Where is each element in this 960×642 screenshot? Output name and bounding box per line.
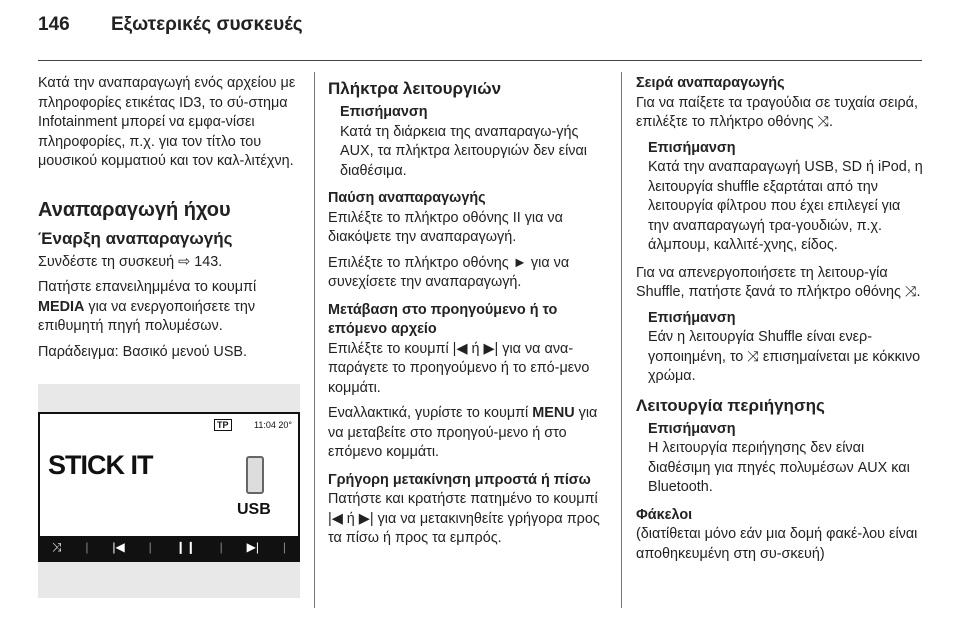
note-text: Κατά τη διάρκεια της αναπαραγω-γής AUX, τα πλήκτρα λειτουργιών δεν είναι διαθέσιμα. — [340, 123, 588, 179]
note — [636, 309, 924, 387]
paragraph: Παράδειγμα: Βασικό μενού USB. — [38, 343, 248, 360]
note-text: Η λειτουργία περιήγησης δεν είναι διαθέσιμη για πηγές πολυμέσων AUX και Bluetooth. — [648, 440, 910, 495]
shuffle-icon[interactable]: ⤨ — [51, 540, 62, 555]
paragraph: Επιλέξτε το πλήκτρο οθόνης II για να διακόψετε την αναπαραγωγή. — [328, 209, 563, 245]
note-text: Εάν η λειτουργία Shuffle είναι ενερ-γοποιημένη, το ⤨ επισημαίνεται με κόκκινο χρώμα. — [648, 329, 921, 384]
paragraph: (διατίθεται μόνο εάν μια δομή φακέ-λου είναι αποθηκευμένη στη συ-σκευή) — [636, 526, 918, 562]
paragraph: Πατήστε και κρατήστε πατημένο το κουμπί |◀ ή ▶| για να μετακινηθείτε γρήγορα προς τα πίσω ή προς τα εμπρός. — [328, 491, 600, 546]
divider: | — [282, 540, 286, 555]
source-label: USB — [237, 501, 271, 518]
page-title: Εξωτερικές συσκευές — [110, 14, 303, 35]
subheading: Γρήγορη μετακίνηση μπροστά ή πίσω — [328, 471, 591, 488]
subheading: Φάκελοι — [636, 506, 693, 523]
control-bar — [40, 536, 298, 560]
divider: | — [219, 540, 223, 555]
section-heading: Λειτουργία περιήγησης — [636, 395, 825, 415]
text: για να ενεργοποιήσετε την επιθυμητή πηγή πολυμέσων. — [38, 298, 256, 334]
display — [38, 412, 300, 562]
previous-icon[interactable]: |◀ — [112, 540, 125, 555]
section-heading: Πλήκτρα λειτουργιών — [328, 79, 502, 98]
paragraph: Για να απενεργοποιήσετε τη λειτουρ-γία Shuffle, πατήστε ξανά το πλήκτρο οθόνης ⤨. — [636, 264, 921, 300]
intro-paragraph: Κατά την αναπαραγωγή ενός αρχείου με πληροφορίες ετικέτας ID3, το σύ-στημα Infotainment μπορεί να εμφα-νίσει πληροφορίες, π.χ. για τον τίτλο του μουσικού κομματιού και τον καλ-λιτέχνη. — [38, 75, 296, 169]
column-1 — [38, 74, 300, 598]
pause-icon[interactable]: ❙❙ — [175, 540, 196, 555]
note-title: Επισήμανση — [340, 104, 428, 120]
note-text: Κατά την αναπαραγωγή USB, SD ή iPod, η λειτουργία shuffle εξαρτάται από την λειτουργία φίλτρου που έχει επιλεγεί για την αναπαραγωγή τρα-γουδιών, π.χ. άλμπουμ, καλλιτέ-χνης, είδος. — [648, 159, 923, 253]
header-rule — [38, 60, 922, 61]
page-header — [38, 14, 303, 36]
status-bar — [42, 416, 296, 432]
next-icon[interactable]: ▶| — [246, 540, 259, 555]
paragraph: Για να παίξετε τα τραγούδια σε τυχαία σειρά, επιλέξτε το πλήκτρο οθόνης ⤨. — [636, 94, 918, 130]
section-heading: Αναπαραγωγή ήχου — [38, 198, 231, 221]
paragraph — [328, 404, 604, 463]
column-divider — [621, 72, 622, 608]
paragraph — [38, 278, 300, 337]
divider: | — [85, 540, 89, 555]
subheading: Μετάβαση στο προηγούμενο ή το επόμενο αρχείο — [328, 301, 558, 337]
paragraph: Επιλέξτε το πλήκτρο οθόνης ► για να συνεχίσετε την αναπαραγωγή. — [328, 254, 570, 290]
note-title: Επισήμανση — [648, 139, 736, 156]
note — [328, 103, 604, 181]
track-title: STICK IT — [48, 450, 153, 480]
subheading: Σειρά αναπαραγωγής — [636, 75, 785, 91]
usb-menu-screenshot — [38, 384, 300, 598]
text: για να μεταβείτε στο προηγού-μενο ή στο επόμενο κομμάτι. — [328, 405, 598, 460]
paragraph: Επιλέξτε το κουμπί |◀ ή ▶| για να ανα-παράγετε το προηγούμενο ή το επό-μενο κομμάτι. — [328, 340, 590, 396]
status-time: 11:04 20° — [254, 420, 292, 430]
subsection-heading: Έναρξη αναπαραγωγής — [38, 228, 233, 248]
paragraph: Συνδέστε τη συσκευή ⇨ 143. — [38, 253, 223, 270]
note-title: Επισήμανση — [648, 309, 736, 326]
tp-indicator: TP — [214, 419, 232, 431]
usb-stick-icon — [246, 456, 264, 494]
column-3 — [636, 74, 924, 570]
note — [636, 420, 924, 498]
key-label: MEDIA — [38, 298, 85, 315]
page-number: 146 — [38, 14, 70, 35]
text: Πατήστε επανειλημμένα το κουμπί — [38, 279, 257, 295]
column-2 — [328, 74, 604, 555]
note — [636, 139, 924, 256]
note-title: Επισήμανση — [648, 420, 736, 437]
column-divider — [314, 72, 315, 608]
text: Εναλλακτικά, γυρίστε το κουμπί — [328, 405, 529, 421]
key-label: MENU — [532, 405, 575, 421]
divider: | — [148, 540, 152, 555]
subheading: Παύση αναπαραγωγής — [328, 190, 486, 206]
